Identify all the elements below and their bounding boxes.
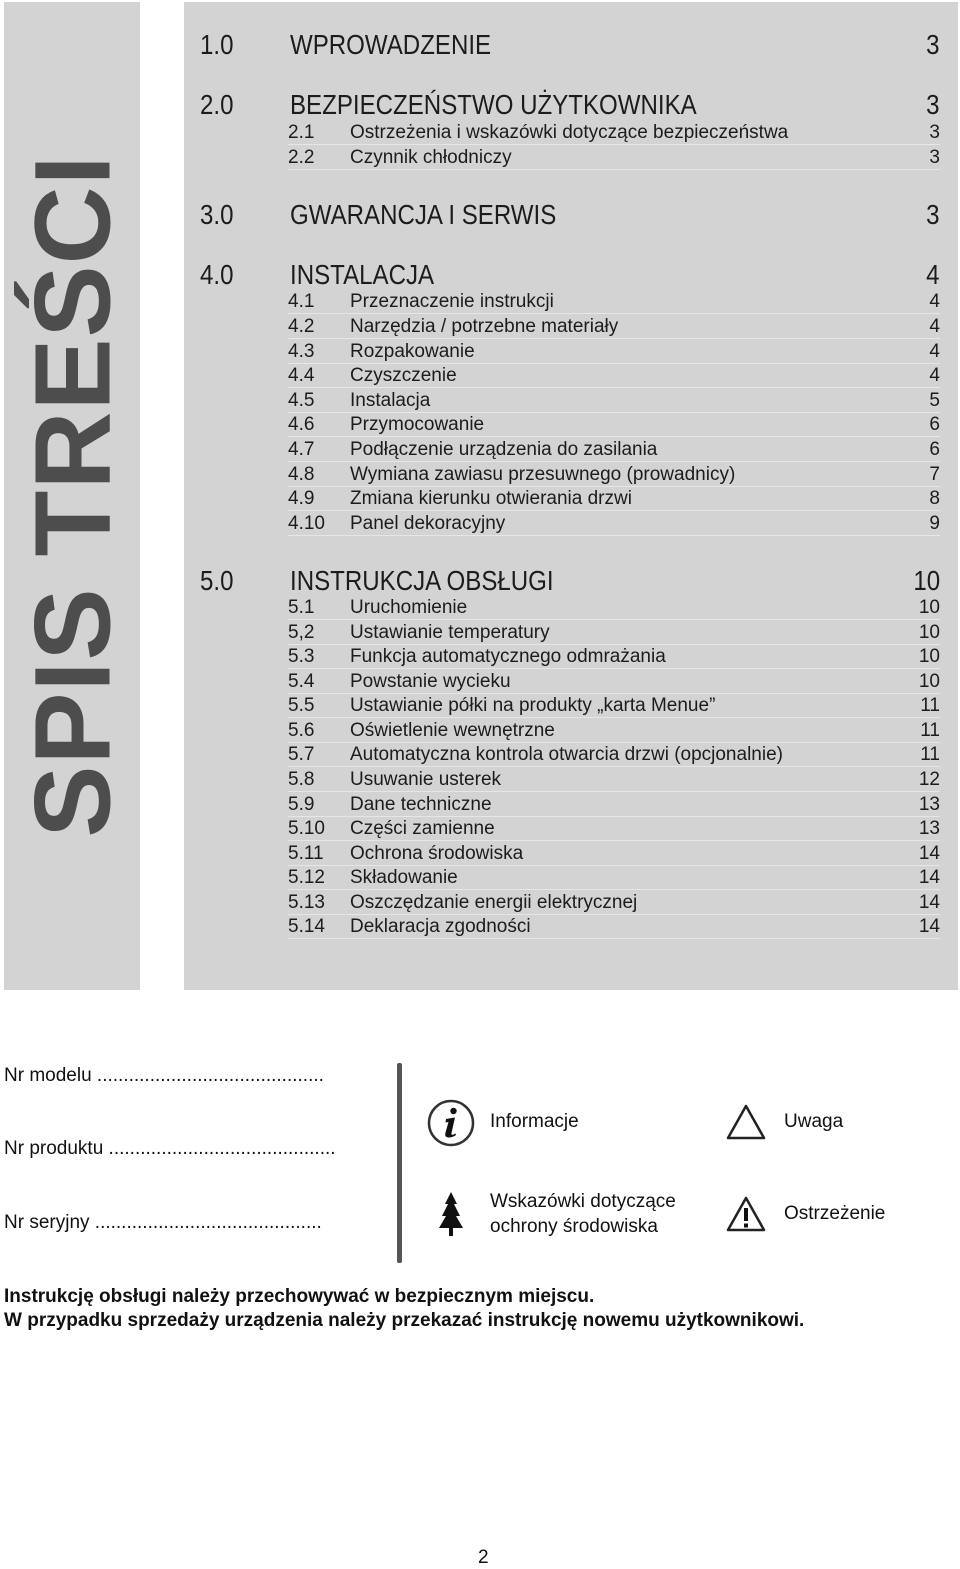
toc-section-title: INSTALACJA bbox=[290, 259, 435, 290]
toc-entry-page: 9 bbox=[929, 513, 940, 534]
toc-entry bbox=[200, 487, 940, 511]
tree-icon bbox=[437, 1190, 465, 1238]
toc-entry-page: 6 bbox=[929, 414, 940, 435]
toc-entry-page: 10 bbox=[918, 597, 940, 618]
toc-entry-page: 13 bbox=[918, 794, 940, 815]
toc-entry-number: 4.10 bbox=[288, 513, 325, 534]
toc-entry-page: 3 bbox=[929, 147, 940, 168]
toc-entry-number: 4.2 bbox=[288, 316, 315, 337]
toc-entry-title: Przymocowanie bbox=[350, 414, 485, 435]
toc-entry-page: 11 bbox=[920, 744, 940, 765]
toc-entry-page: 10 bbox=[918, 671, 940, 692]
toc-entry-number: 5.12 bbox=[288, 867, 325, 888]
vertical-divider bbox=[397, 1063, 402, 1263]
toc-entry-number: 4.8 bbox=[288, 464, 315, 485]
toc-entry-title: Ostrzeżenia i wskazówki dotyczące bezpieczeństwa bbox=[350, 122, 789, 143]
toc-section-3 bbox=[200, 198, 940, 232]
toc-entry-title: Panel dekoracyjny bbox=[350, 513, 506, 534]
toc-entry-number: 4.9 bbox=[288, 488, 315, 509]
toc-entry-page: 14 bbox=[918, 916, 940, 937]
toc-entry-page: 14 bbox=[918, 867, 940, 888]
toc-entry bbox=[200, 793, 940, 817]
toc-entry bbox=[200, 891, 940, 915]
toc-entry-page: 4 bbox=[929, 341, 940, 362]
toc-entry bbox=[200, 768, 940, 792]
toc-entry bbox=[200, 389, 940, 413]
toc-entry bbox=[200, 866, 940, 890]
toc-entry-number: 5.14 bbox=[288, 916, 325, 937]
toc-section-page: 4 bbox=[926, 259, 940, 290]
toc-entry-title: Zmiana kierunku otwierania drzwi bbox=[350, 488, 632, 509]
danger-label: Ostrzeżenie bbox=[784, 1203, 886, 1224]
toc-entry bbox=[200, 817, 940, 841]
toc-entry-number: 4.7 bbox=[288, 439, 315, 460]
toc-entry-page: 11 bbox=[920, 695, 940, 716]
toc-entry-number: 4.5 bbox=[288, 390, 315, 411]
toc-section-5 bbox=[200, 564, 940, 598]
toc-entry bbox=[200, 915, 940, 939]
toc-section-number: 1.0 bbox=[200, 29, 234, 60]
warning-label: Uwaga bbox=[784, 1111, 844, 1132]
toc-entry-page: 12 bbox=[918, 769, 940, 790]
toc-entry bbox=[200, 290, 940, 314]
toc-entry-number: 2.1 bbox=[288, 122, 315, 143]
toc-entry-page: 4 bbox=[929, 365, 940, 386]
toc-section-title: GWARANCJA I SERWIS bbox=[290, 199, 557, 230]
toc-entry bbox=[200, 596, 940, 620]
toc-section-page: 3 bbox=[926, 29, 940, 60]
environment-label-line2: ochrony środowiska bbox=[490, 1216, 658, 1237]
toc-entry-page: 14 bbox=[918, 892, 940, 913]
toc-entry bbox=[200, 719, 940, 743]
toc-entry bbox=[200, 340, 940, 364]
info-label: Informacje bbox=[490, 1111, 579, 1132]
side-title: SPIS TREŚCI bbox=[11, 154, 133, 838]
toc-entry-page: 4 bbox=[929, 291, 940, 312]
toc-section-title: WPROWADZENIE bbox=[290, 29, 492, 60]
environment-label-line1: Wskazówki dotyczące bbox=[490, 1191, 676, 1212]
toc-entry-number: 5.3 bbox=[288, 646, 315, 667]
toc-entry-title: Wymiana zawiasu przesuwnego (prowadnicy) bbox=[350, 464, 736, 485]
toc-section-page: 10 bbox=[913, 565, 940, 596]
toc-entry-page: 7 bbox=[929, 464, 940, 485]
toc-entry bbox=[200, 842, 940, 866]
toc-entry-number: 5.4 bbox=[288, 671, 315, 692]
toc-entry-page: 14 bbox=[918, 843, 940, 864]
toc-entry bbox=[200, 121, 940, 145]
toc-entry-number: 5.6 bbox=[288, 720, 315, 741]
toc-entry-title: Rozpakowanie bbox=[350, 341, 475, 362]
toc-entry bbox=[200, 413, 940, 437]
page-number: 2 bbox=[478, 1547, 489, 1568]
toc-entry-number: 5.10 bbox=[288, 818, 325, 839]
toc-entry-page: 11 bbox=[920, 720, 940, 741]
toc-entry-number: 5.8 bbox=[288, 769, 315, 790]
info-icon bbox=[426, 1098, 476, 1148]
toc-section-4 bbox=[200, 258, 940, 292]
toc-entry-number: 4.1 bbox=[288, 291, 315, 312]
exclamation-triangle-icon bbox=[726, 1196, 766, 1232]
toc-entry-number: 5.13 bbox=[288, 892, 325, 913]
toc-entry-number: 5.11 bbox=[288, 843, 324, 864]
toc-entry-title: Oświetlenie wewnętrzne bbox=[350, 720, 555, 741]
toc-section-number: 4.0 bbox=[200, 259, 234, 290]
toc-entry bbox=[200, 512, 940, 536]
toc-entry bbox=[200, 670, 940, 694]
toc-entry bbox=[200, 621, 940, 645]
toc-section-number: 2.0 bbox=[200, 89, 234, 120]
toc-entry-title: Czyszczenie bbox=[350, 365, 457, 386]
toc-entry-title: Składowanie bbox=[350, 867, 458, 888]
toc-entry-title: Części zamienne bbox=[350, 818, 495, 839]
toc-entry-title: Przeznaczenie instrukcji bbox=[350, 291, 554, 312]
toc-entry-title: Ustawianie temperatury bbox=[350, 622, 550, 643]
toc-section-title: BEZPIECZEŃSTWO UŻYTKOWNIKA bbox=[290, 89, 697, 120]
toc-section-1 bbox=[200, 28, 940, 62]
toc-section-page: 3 bbox=[926, 199, 940, 230]
toc-entry-page: 13 bbox=[918, 818, 940, 839]
model-number-field: Nr modelu ........................................... bbox=[4, 1065, 324, 1086]
toc-entry-number: 4.4 bbox=[288, 365, 315, 386]
warning-triangle-icon bbox=[726, 1104, 766, 1140]
toc-entry-title: Ochrona środowiska bbox=[350, 843, 524, 864]
toc-entry-title: Narzędzia / potrzebne materiały bbox=[350, 316, 619, 337]
toc-entry bbox=[200, 645, 940, 669]
toc-entry-page: 8 bbox=[929, 488, 940, 509]
toc-section-number: 3.0 bbox=[200, 199, 234, 230]
toc-entry-number: 2.2 bbox=[288, 147, 315, 168]
toc-entry bbox=[200, 743, 940, 767]
toc-entry bbox=[200, 315, 940, 339]
toc-entry-number: 4.6 bbox=[288, 414, 315, 435]
toc-entry-title: Usuwanie usterek bbox=[350, 769, 502, 790]
toc-entry bbox=[200, 146, 940, 170]
toc-entry-title: Dane techniczne bbox=[350, 794, 492, 815]
toc-entry bbox=[200, 694, 940, 718]
toc-section-2 bbox=[200, 88, 940, 122]
toc-entry-number: 5,2 bbox=[288, 622, 315, 643]
toc-entry-title: Oszczędzanie energii elektrycznej bbox=[350, 892, 638, 913]
toc-entry-number: 5.5 bbox=[288, 695, 315, 716]
toc-entry-title: Instalacja bbox=[350, 390, 431, 411]
product-number-field: Nr produktu ........................................... bbox=[4, 1138, 336, 1159]
toc-entry bbox=[200, 438, 940, 462]
toc-entry-number: 5.1 bbox=[288, 597, 315, 618]
toc-entry-page: 4 bbox=[929, 316, 940, 337]
toc-entry bbox=[200, 364, 940, 388]
toc-section-title: INSTRUKCJA OBSŁUGI bbox=[290, 565, 554, 596]
toc-section-number: 5.0 bbox=[200, 565, 234, 596]
toc-section-page: 3 bbox=[926, 89, 940, 120]
serial-number-field: Nr seryjny ........................................... bbox=[4, 1212, 322, 1233]
toc-entry-page: 5 bbox=[929, 390, 940, 411]
toc-entry-page: 3 bbox=[929, 122, 940, 143]
toc-entry-title: Podłączenie urządzenia do zasilania bbox=[350, 439, 658, 460]
toc-entry-title: Ustawianie półki na produkty „karta Menue” bbox=[350, 695, 716, 716]
storage-note: Instrukcję obsługi należy przechowywać w bezpiecznym miejscu. bbox=[4, 1286, 595, 1307]
toc-entry-page: 10 bbox=[918, 622, 940, 643]
toc-entry-number: 5.9 bbox=[288, 794, 315, 815]
toc-entry-page: 10 bbox=[918, 646, 940, 667]
toc-entry-title: Automatyczna kontrola otwarcia drzwi (opcjonalnie) bbox=[350, 744, 783, 765]
toc-entry-title: Deklaracja zgodności bbox=[350, 916, 531, 937]
resale-note: W przypadku sprzedaży urządzenia należy przekazać instrukcję nowemu użytkownikowi. bbox=[4, 1310, 805, 1331]
toc-entry-page: 6 bbox=[929, 439, 940, 460]
toc-entry-title: Czynnik chłodniczy bbox=[350, 147, 512, 168]
side-title-panel bbox=[4, 2, 140, 990]
toc-entry-title: Uruchomienie bbox=[350, 597, 468, 618]
toc-entry bbox=[200, 463, 940, 487]
toc-entry-title: Funkcja automatycznego odmrażania bbox=[350, 646, 666, 667]
toc-entry-number: 4.3 bbox=[288, 341, 315, 362]
toc-entry-number: 5.7 bbox=[288, 744, 315, 765]
toc-entry-title: Powstanie wycieku bbox=[350, 671, 511, 692]
